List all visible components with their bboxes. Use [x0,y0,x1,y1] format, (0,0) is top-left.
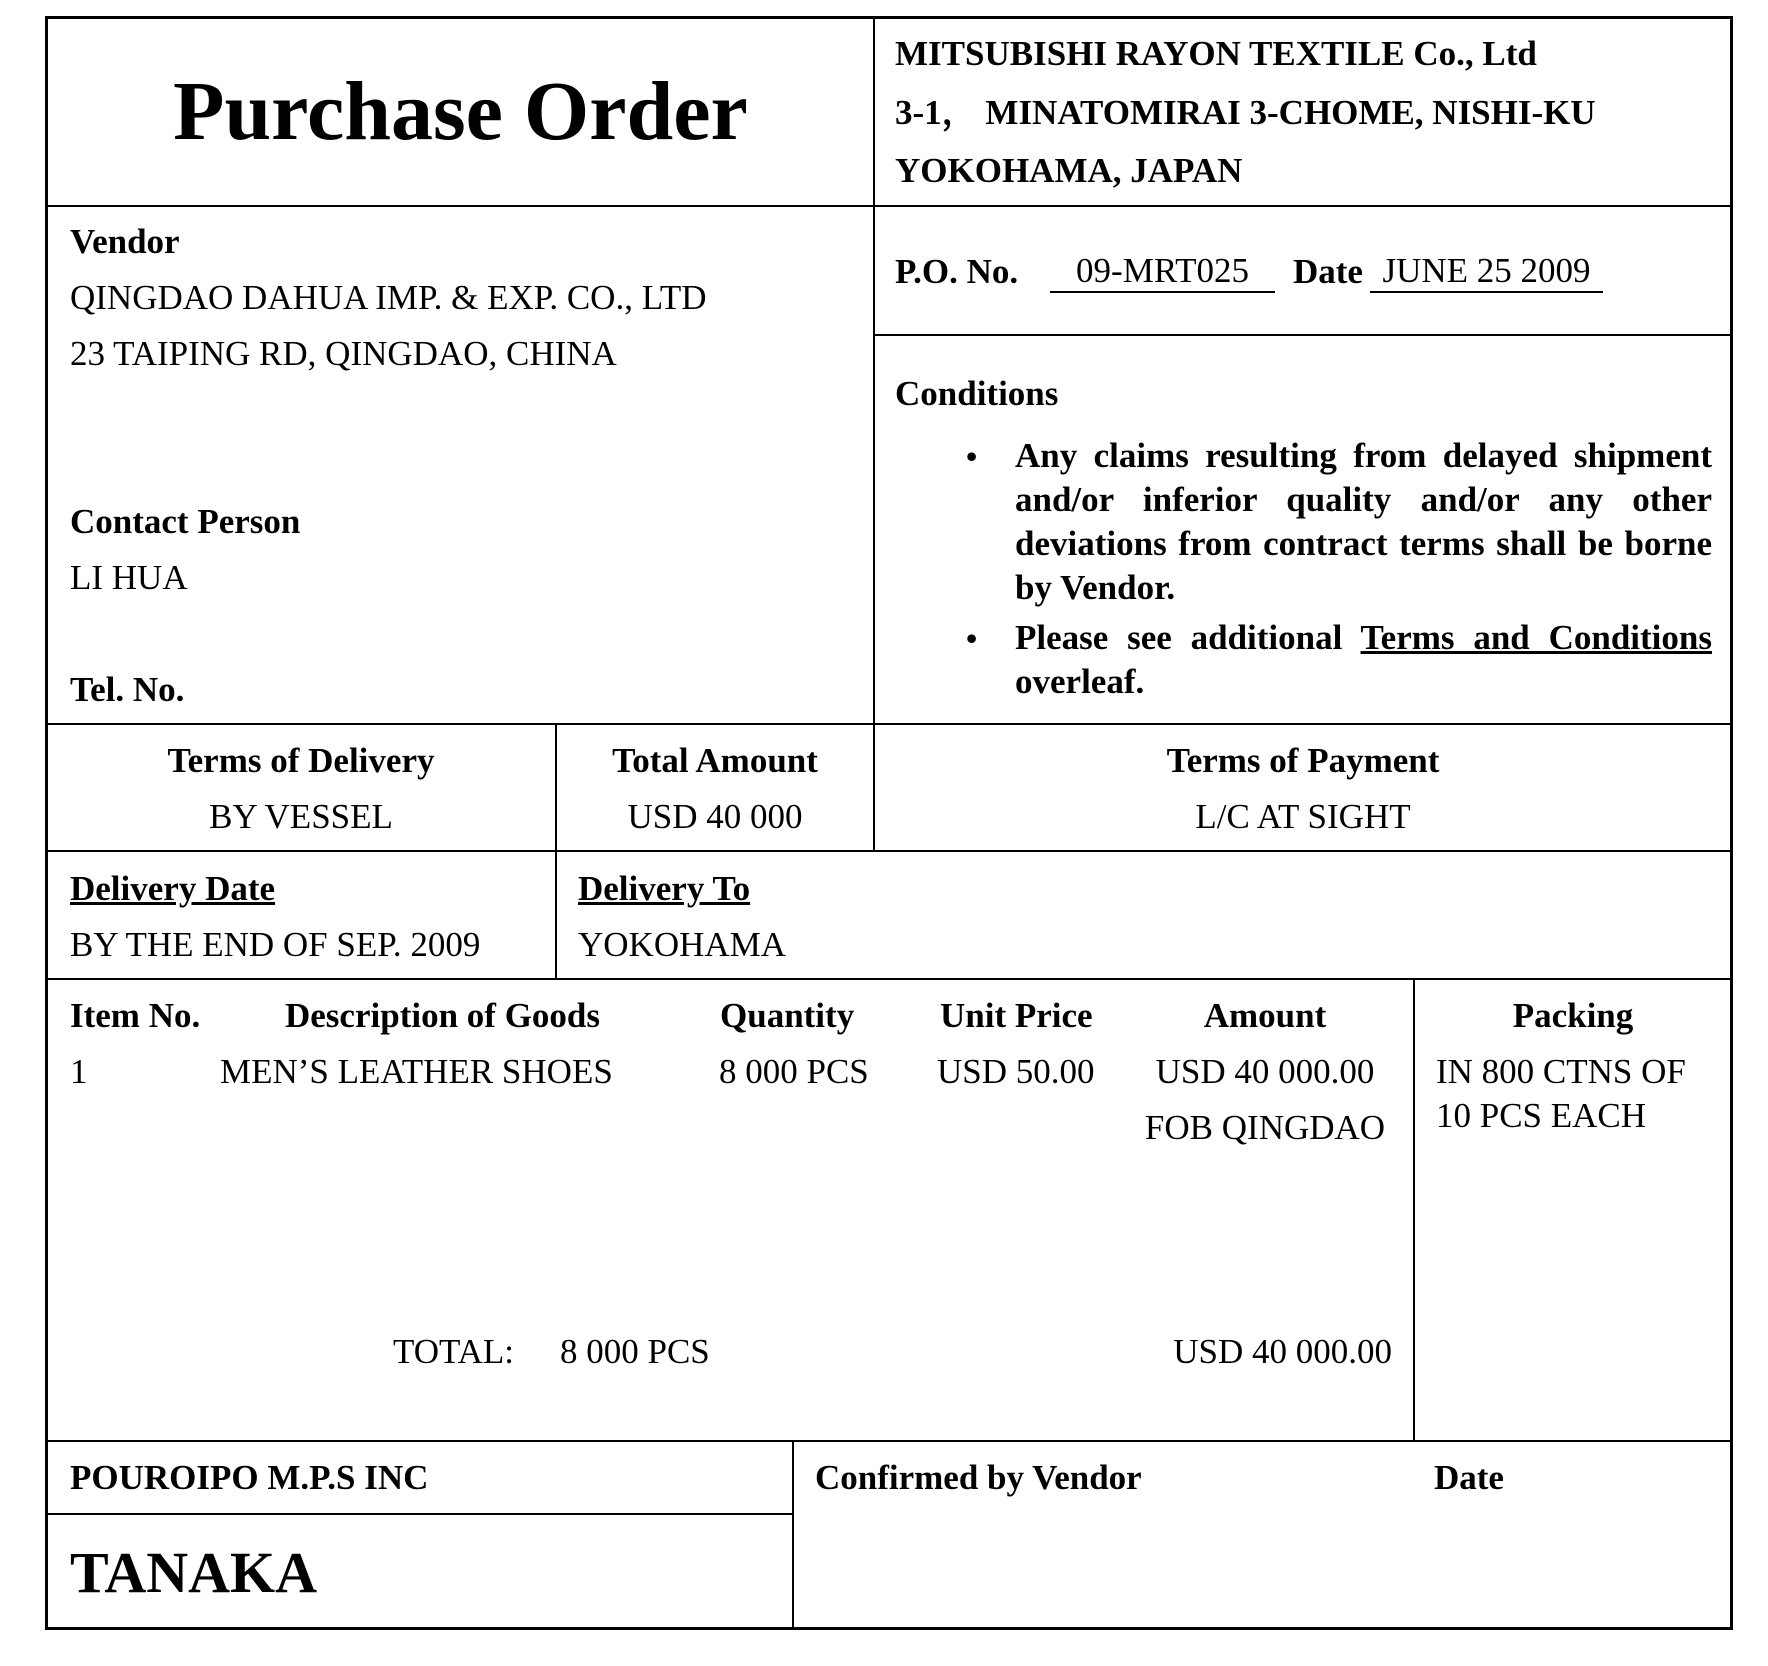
column-header-quantity: Quantity [720,996,855,1035]
contact-person-name: LI HUA [70,558,188,597]
buyer-name: MITSUBISHI RAYON TEXTILE Co., Ltd [895,34,1537,73]
divider [1413,978,1415,1441]
vendor-label: Vendor [70,222,180,261]
po-number-value: 09-MRT025 [1050,251,1275,293]
po-date-value: JUNE 25 2009 [1370,251,1603,293]
column-header-description: Description of Goods [285,996,600,1035]
packing-cell: 10 PCS EACH [1436,1096,1647,1135]
column-header-unit-price: Unit Price [940,996,1093,1035]
column-header-packing: Packing [1512,996,1634,1035]
condition-item-text: overleaf. [1015,662,1145,701]
divider [47,850,1731,852]
total-amount-label: Total Amount [612,741,818,780]
divider [792,1440,794,1628]
bullet-icon: • [966,438,978,474]
condition-item [1015,616,1712,704]
amount-note-cell: FOB QINGDAO [1144,1108,1386,1147]
divider [873,334,1731,336]
conditions-list [1015,434,1712,704]
divider [47,723,1731,725]
column-header-amount: Amount [1203,996,1327,1035]
terms-and-conditions-link[interactable]: Terms and Conditions [1360,618,1712,657]
contact-person-label: Contact Person [70,502,301,541]
page-title: Purchase Order [173,65,748,158]
signature-name: TANAKA [70,1540,318,1605]
terms-of-payment-value: L/C AT SIGHT [1195,797,1411,836]
description-cell: MEN’S LEATHER SHOES [220,1052,613,1091]
divider [47,1513,792,1515]
po-number-label: P.O. No. [895,252,1019,291]
packing-cell: IN 800 CTNS OF [1436,1052,1686,1091]
vendor-name: QINGDAO DAHUA IMP. & EXP. CO., LTD [70,278,707,317]
total-label: TOTAL: [393,1332,514,1371]
total-amount: USD 40 000.00 [1173,1332,1392,1371]
delivery-date-value: BY THE END OF SEP. 2009 [70,925,481,964]
buyer-company-name: POUROIPO M.P.S INC [70,1458,429,1497]
terms-of-payment-label: Terms of Payment [1166,741,1440,780]
buyer-address-line-2: YOKOHAMA, JAPAN [895,151,1243,190]
confirmation-date-label: Date [1434,1458,1504,1497]
po-date-label: Date [1293,252,1363,291]
unit-price-cell: USD 50.00 [937,1052,1095,1091]
buyer-address-line-1: 3-1， MINATOMIRAI 3-CHOME, NISHI-KU [895,93,1596,132]
total-amount-value: USD 40 000 [627,797,803,836]
condition-item: Any claims resulting from delayed shipment and/or inferior quality and/or any other deviations from contract terms shall be borne by Vendor. [1015,436,1712,607]
delivery-date-label: Delivery Date [70,869,276,908]
divider [47,205,1731,207]
item-no-cell: 1 [70,1052,88,1091]
divider [47,1440,1731,1442]
tel-label: Tel. No. [70,670,185,709]
condition-item-text: Please see additional [1015,618,1361,657]
bullet-icon: • [966,620,978,656]
vendor-address: 23 TAIPING RD, QINGDAO, CHINA [70,334,617,373]
terms-of-delivery-value: BY VESSEL [209,797,393,836]
divider [873,18,875,724]
quantity-cell: 8 000 PCS [719,1052,869,1091]
total-quantity: 8 000 PCS [560,1332,710,1371]
terms-of-delivery-label: Terms of Delivery [167,741,435,780]
delivery-to-value: YOKOHAMA [578,925,787,964]
divider [47,978,1731,980]
amount-cell: USD 40 000.00 [1155,1052,1375,1091]
delivery-to-label: Delivery To [578,869,751,908]
confirmed-by-vendor-label: Confirmed by Vendor [815,1458,1142,1497]
conditions-label: Conditions [895,374,1059,413]
column-header-item-no: Item No. [70,996,201,1035]
